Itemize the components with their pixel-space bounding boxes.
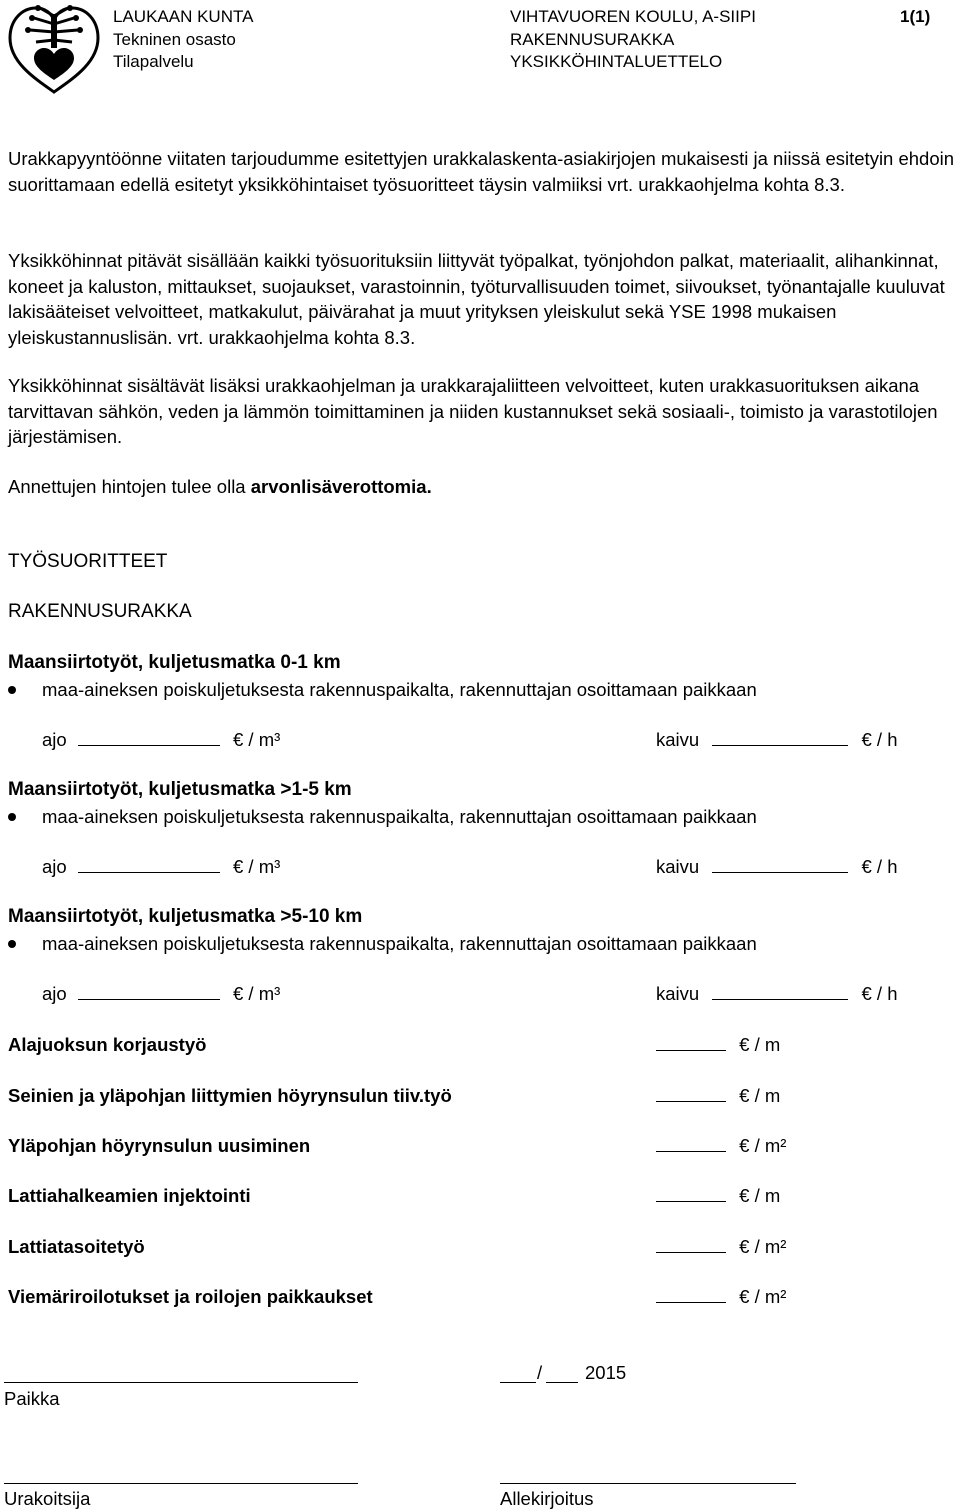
intro-paragraph-1: Urakkapyyntöönne viitaten tarjoudumme esitettyjen urakkalaskenta-asiakirjojen mukaisesti ja niissä esitetyin ehdoin suorittamaan edellä esitetyt yksikköhintaiset työsuoritteet täysin valmiiksi vrt. urakkaohjelma kohta 8.3. [8, 148, 955, 195]
date-separator: / [537, 1362, 543, 1383]
place-field[interactable] [4, 1382, 358, 1383]
price-item-label: Seinien ja yläpohjan liittymien höyrynsulun tiiv.työ [8, 1085, 452, 1106]
price-item-unit: € / m [739, 1034, 781, 1055]
price-item-field-row [656, 1083, 780, 1108]
excavation-price-row [656, 854, 897, 879]
vat-note-emphasis: arvonlisäverottomia. [250, 476, 432, 497]
price-item-unit: € / m² [739, 1135, 787, 1156]
excavation-price-field[interactable] [712, 981, 848, 1000]
price-item-field-row [656, 1234, 786, 1259]
haul-unit: € / m³ [232, 729, 281, 750]
section-subtitle: RAKENNUSURAKKA [8, 601, 192, 622]
date-day-field[interactable] [500, 1382, 536, 1383]
price-item-field[interactable] [656, 1183, 726, 1202]
price-item-unit: € / m² [739, 1286, 787, 1307]
organization-block [113, 6, 253, 74]
haul-price-field[interactable] [78, 854, 220, 873]
signature-field[interactable] [500, 1483, 796, 1484]
date-year: 2015 [585, 1362, 627, 1383]
list-item [8, 804, 958, 829]
price-item-field[interactable] [656, 1284, 726, 1303]
price-item-label: Lattiahalkeamien injektointi [8, 1185, 251, 1206]
haul-unit: € / m³ [232, 983, 281, 1004]
bullet-text: maa-aineksen poiskuljetuksesta rakennuspaikalta, rakennuttajan osoittamaan paikkaan [42, 806, 757, 827]
list-item [8, 931, 958, 956]
price-item-field-row [656, 1183, 780, 1208]
intro-paragraph-2: Yksikköhinnat pitävät sisällään kaikki työsuorituksiin liittyvät työpalkat, työnjohdon palkat, materiaalit, alihankinnat, koneet ja kaluston, mittaukset, suojaukset, varastoinnin, työturvallisuuden toimet, siivoukset, työnantajalle kuuluvat lakisääteiset velvoitteet, matkakulut, päivärahat ja muut yrityksen yleiskulut sekä YSE 1998 mukaisen yleiskustannuslisän. vrt. urakkaohjelma kohta 8.3. [8, 250, 945, 348]
price-item-unit: € / m [739, 1085, 781, 1106]
price-item-label: Lattiatasoitetyö [8, 1236, 145, 1257]
price-item-unit: € / m [739, 1185, 781, 1206]
excavation-price-field[interactable] [712, 727, 848, 746]
excavation-unit: € / h [861, 983, 898, 1004]
contractor-label: Urakoitsija [4, 1488, 91, 1509]
excavation-label: kaivu [656, 729, 700, 750]
haul-unit: € / m³ [232, 856, 281, 877]
document-title: YKSIKKÖHINTALUETTELO [510, 52, 723, 71]
haul-price-row [42, 854, 280, 879]
org-unit: Tilapalvelu [113, 52, 194, 71]
haul-price-field[interactable] [78, 727, 220, 746]
excavation-label: kaivu [656, 856, 700, 877]
page-number: 1(1) [900, 7, 931, 26]
price-item-field[interactable] [656, 1133, 726, 1152]
bullet-icon [8, 686, 16, 694]
price-item-field-row [656, 1032, 780, 1057]
haul-price-row [42, 981, 280, 1006]
price-item-field[interactable] [656, 1083, 726, 1102]
intro-paragraph-4 [8, 474, 958, 500]
bullet-text: maa-aineksen poiskuljetuksesta rakennuspaikalta, rakennuttajan osoittamaan paikkaan [42, 679, 757, 700]
price-item-label: Yläpohjan höyrynsulun uusiminen [8, 1135, 311, 1156]
haul-price-row [42, 727, 280, 752]
price-item-field-row [656, 1284, 786, 1309]
price-item-label: Viemäriroilotukset ja roilojen paikkaukset [8, 1286, 373, 1307]
earthworks-heading: Maansiirtotyöt, kuljetusmatka >5-10 km [8, 906, 363, 927]
bullet-icon [8, 813, 16, 821]
excavation-price-row [656, 981, 897, 1006]
date-month-field[interactable] [546, 1382, 578, 1383]
excavation-label: kaivu [656, 983, 700, 1004]
haul-label: ajo [42, 983, 67, 1004]
list-item [8, 677, 958, 702]
price-item-label: Alajuoksun korjaustyö [8, 1034, 207, 1055]
place-label: Paikka [4, 1388, 60, 1409]
bullet-text: maa-aineksen poiskuljetuksesta rakennuspaikalta, rakennuttajan osoittamaan paikkaan [42, 933, 757, 954]
earthworks-heading: Maansiirtotyöt, kuljetusmatka 0-1 km [8, 652, 341, 673]
vat-note-prefix: Annettujen hintojen tulee olla [8, 476, 251, 497]
project-name: VIHTAVUOREN KOULU, A-SIIPI [510, 7, 756, 26]
price-item-unit: € / m² [739, 1236, 787, 1257]
excavation-unit: € / h [861, 856, 898, 877]
excavation-unit: € / h [861, 729, 898, 750]
signature-label: Allekirjoitus [500, 1488, 594, 1509]
bullet-icon [8, 940, 16, 948]
price-item-field[interactable] [656, 1032, 726, 1051]
price-item-field-row [656, 1133, 786, 1158]
municipality-logo [4, 0, 104, 95]
intro-paragraph-3: Yksikköhinnat sisältävät lisäksi urakkaohjelman ja urakkarajaliitteen velvoitteet, kuten urakkasuorituksen aikana tarvittavan sähkön, veden ja lämmön toimittaminen ja niiden kustannukset sekä sosiaali-, toimisto ja varastotilojen järjestämisen. [8, 375, 938, 447]
org-name: LAUKAAN KUNTA [113, 7, 254, 26]
excavation-price-row [656, 727, 897, 752]
project-block [510, 6, 756, 74]
section-title: TYÖSUORITTEET [8, 551, 168, 572]
org-department: Tekninen osasto [113, 29, 236, 49]
haul-label: ajo [42, 856, 67, 877]
contract-type: RAKENNUSURAKKA [510, 29, 675, 49]
earthworks-heading: Maansiirtotyöt, kuljetusmatka >1-5 km [8, 779, 352, 800]
contractor-field[interactable] [4, 1483, 358, 1484]
haul-label: ajo [42, 729, 67, 750]
excavation-price-field[interactable] [712, 854, 848, 873]
haul-price-field[interactable] [78, 981, 220, 1000]
price-item-field[interactable] [656, 1234, 726, 1253]
